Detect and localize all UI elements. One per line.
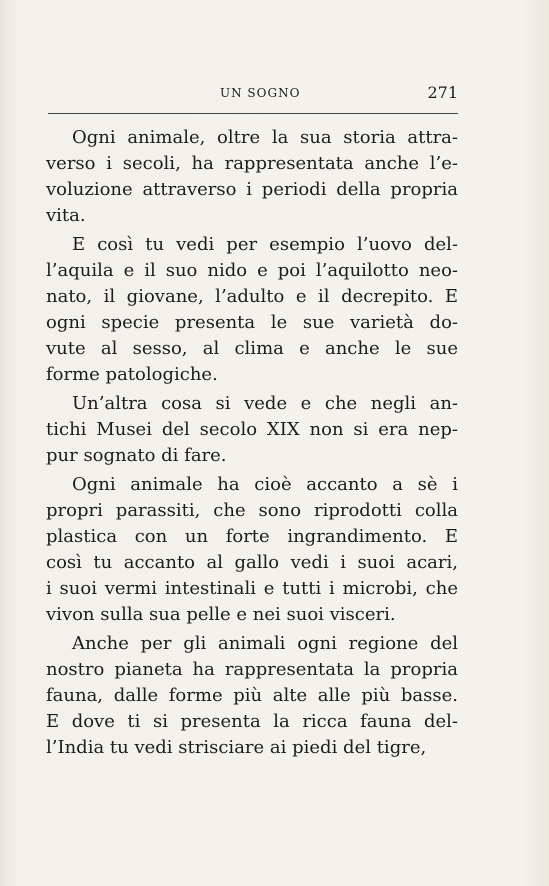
text-line: tichi Musei del secolo XIX non si era nep- [46,419,458,440]
body-text [46,125,458,764]
page-number: 271 [427,83,458,102]
text-line: nato, il giovane, l’adulto e il decrepito. E [46,286,458,307]
text-line: fauna, dalle forme più alte alle più basse. [46,685,458,706]
page-header [48,83,458,106]
text-line: ogni specie presenta le sue varietà do- [46,312,458,333]
paragraph [46,232,458,388]
text-line: così tu accanto al gallo vedi i suoi acari, [46,552,458,573]
text-line: vivon sulla sua pelle e nei suoi visceri. [46,604,396,625]
paragraph [46,125,458,229]
text-line: nostro pianeta ha rappresentata la propria [46,659,458,680]
text-line: Ogni animale, oltre la sua storia attra- [72,127,458,148]
running-title: UN SOGNO [220,86,301,100]
text-line: Un’altra cosa si vede e che negli an- [72,393,458,414]
text-line: vita. [46,205,86,226]
text-line: voluzione attraverso i periodi della propria [46,179,458,200]
paragraph [46,631,458,761]
paragraph [46,472,458,628]
text-line: l’India tu vedi strisciare ai piedi del tigre, [46,737,427,758]
header-rule [48,113,458,114]
text-line: forme patologiche. [46,364,218,385]
text-line: Ogni animale ha cioè accanto a sè i [72,474,458,495]
text-line: E così tu vedi per esempio l’uovo del- [72,234,458,255]
paragraph [46,391,458,469]
text-line: E dove ti si presenta la ricca fauna del- [46,711,458,732]
text-line: l’aquila e il suo nido e poi l’aquilotto neo- [46,260,458,281]
text-line: i suoi vermi intestinali e tutti i microbi, che [46,578,458,599]
text-line: verso i secoli, ha rappresentata anche l’e- [46,153,458,174]
text-line: propri parassiti, che sono riprodotti colla [46,500,458,521]
text-line: plastica con un forte ingrandimento. E [46,526,458,547]
text-line: Anche per gli animali ogni regione del [72,633,458,654]
text-line: pur sognato di fare. [46,445,227,466]
text-line: vute al sesso, al clima e anche le sue [46,338,458,359]
